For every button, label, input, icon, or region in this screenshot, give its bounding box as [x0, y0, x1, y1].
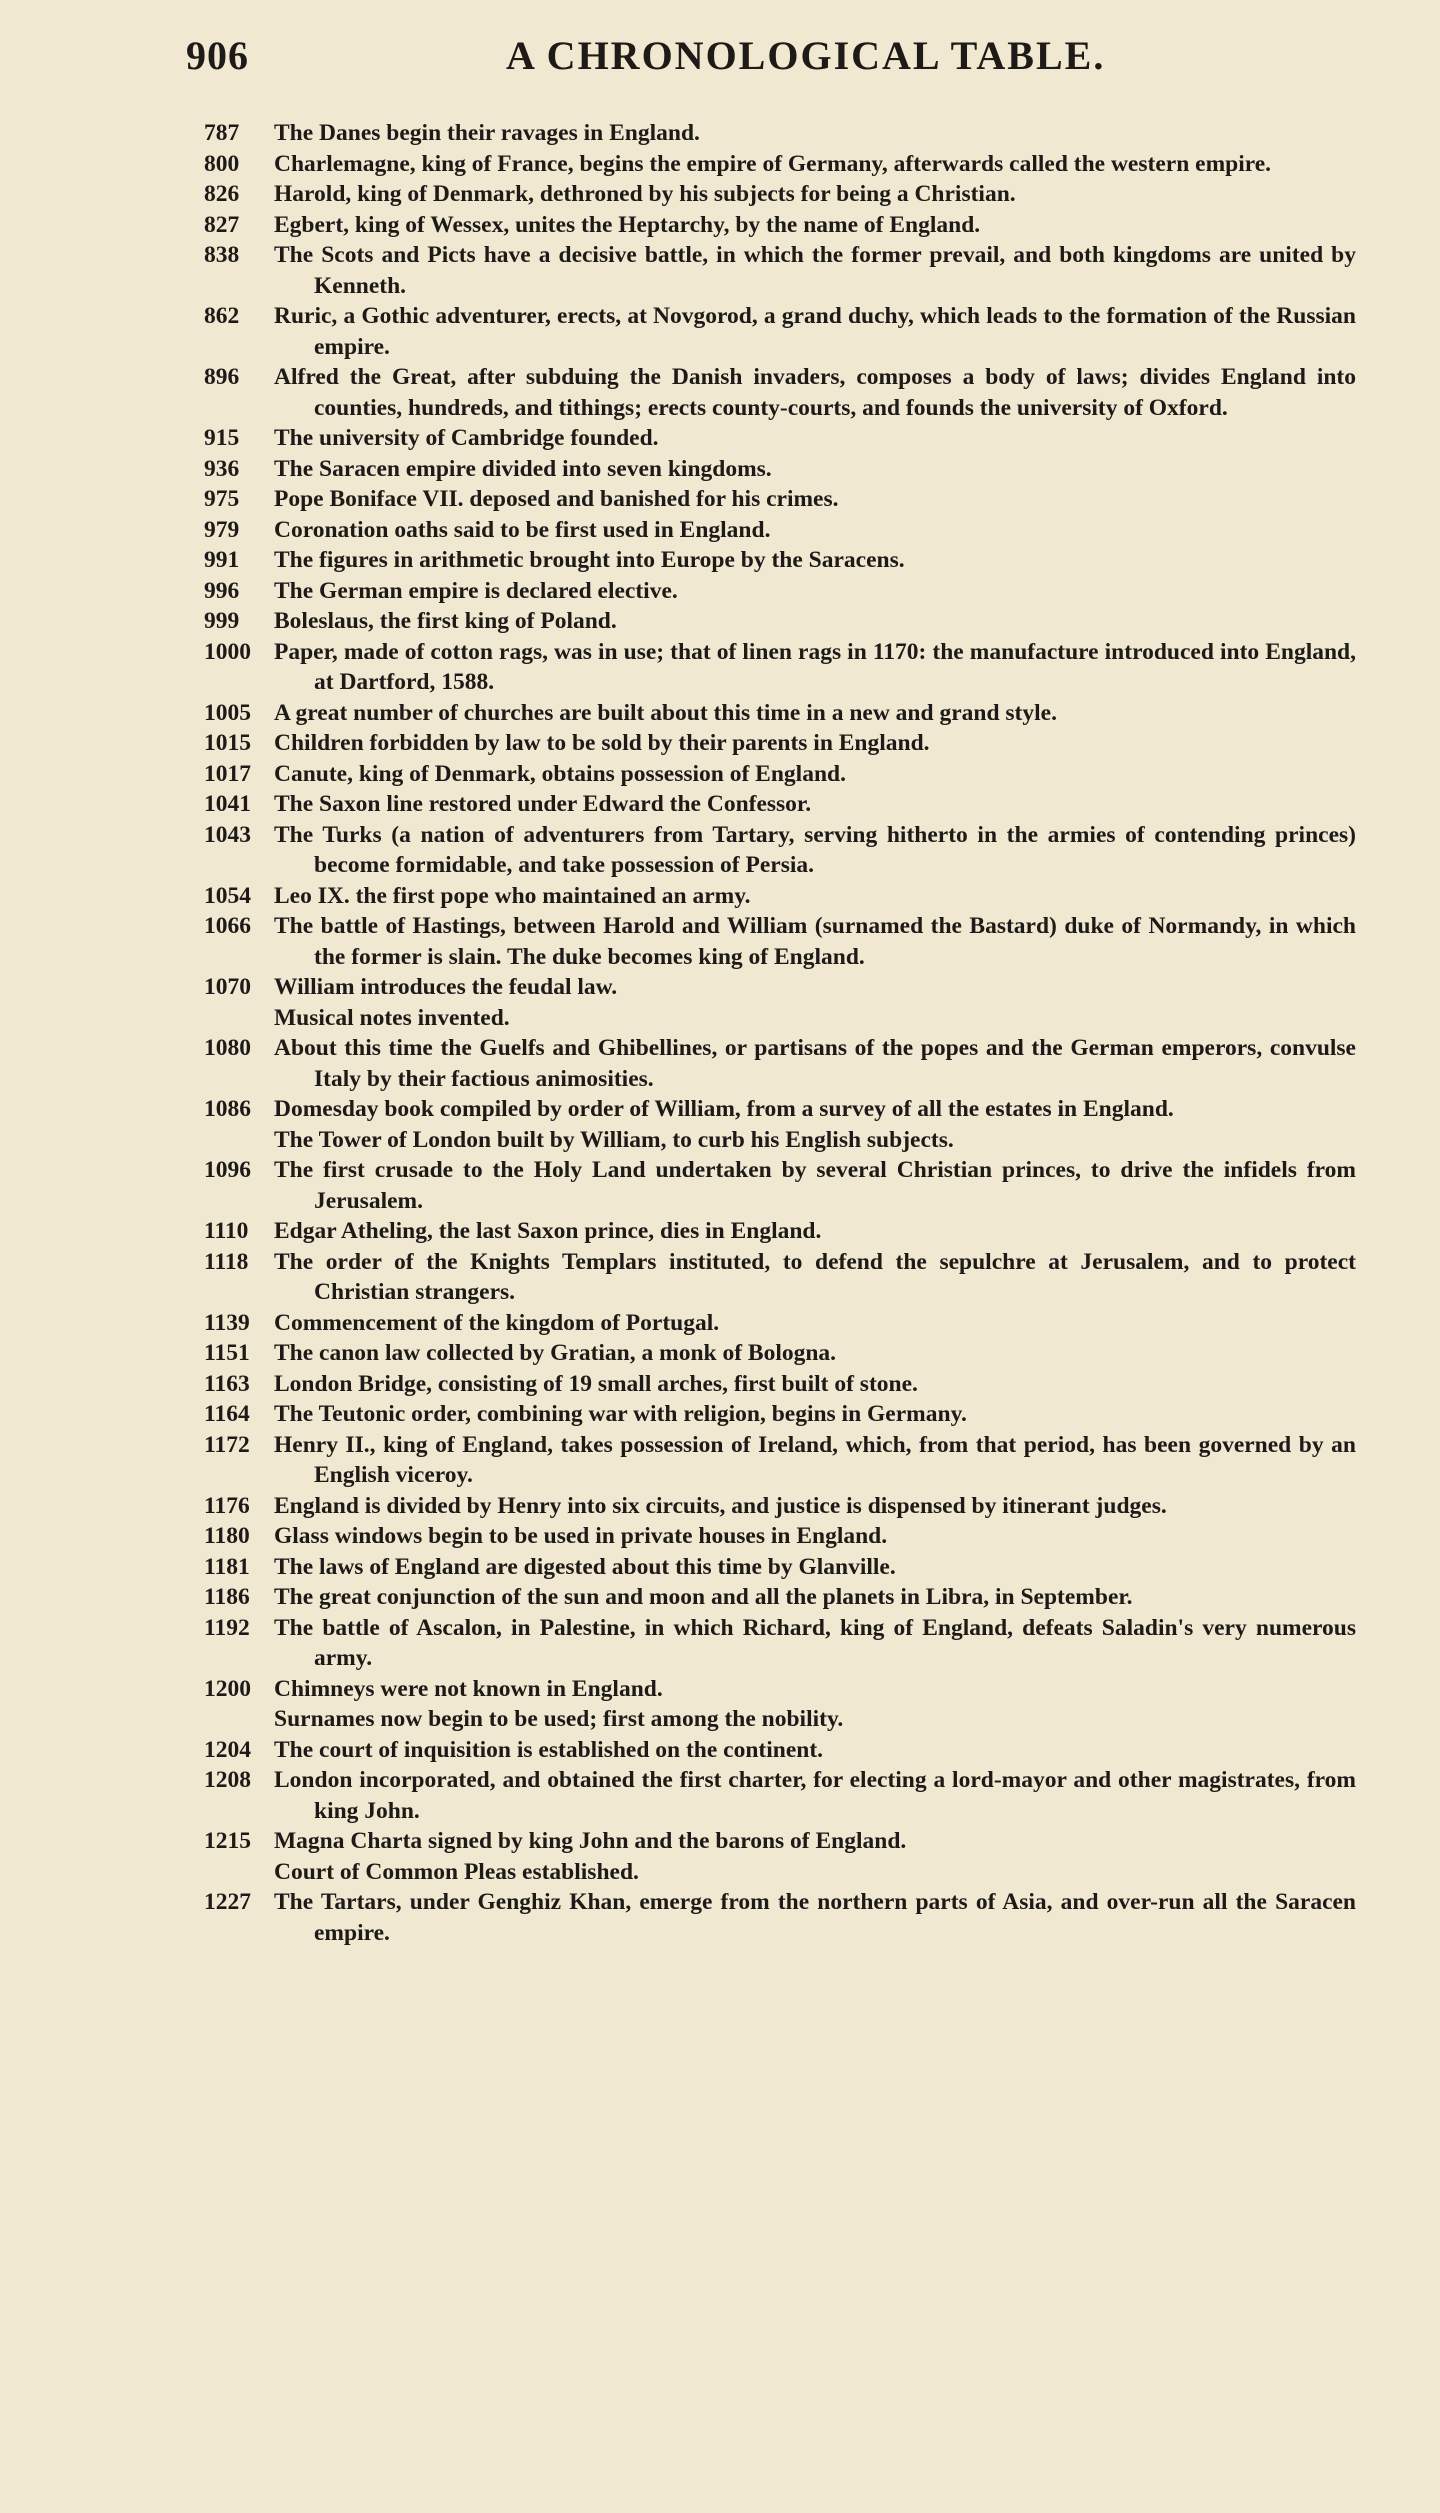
- chronology-entry: [186, 1521, 1356, 1552]
- entry-year: 862: [204, 303, 240, 329]
- entry-text: The laws of England are digested about this time by Glanville.: [274, 1553, 896, 1580]
- chronology-entry: [186, 1399, 1356, 1430]
- entry-year: 1005: [204, 699, 251, 726]
- entry-year: 1118: [204, 1248, 249, 1275]
- entry-year: 1086: [204, 1096, 251, 1122]
- entry-text: The Saracen empire divided into seven kingdoms.: [274, 455, 772, 482]
- entry-text: Alfred the Great, after subduing the Danish invaders, composes a body of laws; divides England into counties, hundreds, and tithings; erects county-courts, and founds the university of Oxford.: [274, 364, 1356, 421]
- entry-text: Edgar Atheling, the last Saxon prince, dies in England.: [274, 1218, 822, 1244]
- entry-year: 1176: [204, 1492, 250, 1519]
- entry-text: Henry II., king of England, takes possession of Ireland, which, from that period, has been governed by an English viceroy.: [274, 1431, 1356, 1488]
- entry-year: 800: [204, 150, 240, 177]
- chronology-entry: [186, 1003, 1356, 1034]
- chronology-entry: [186, 118, 1356, 149]
- entry-text: England is divided by Henry into six circuits, and justice is dispensed by itinerant judges.: [274, 1492, 1167, 1519]
- chronology-entry: [186, 698, 1356, 729]
- chronology-entry: [186, 789, 1356, 820]
- chronology-entry: [186, 1826, 1356, 1857]
- entry-text: Domesday book compiled by order of William, from a survey of all the estates in England.: [274, 1096, 1174, 1122]
- entry-text: Magna Charta signed by king John and the barons of England.: [274, 1828, 907, 1854]
- chronology-entry: [186, 179, 1356, 210]
- entry-year: 1172: [204, 1431, 250, 1458]
- entry-text: The first crusade to the Holy Land undertaken by several Christian princes, to drive the infidels from Jerusalem.: [274, 1157, 1356, 1214]
- chronology-entry: [186, 1338, 1356, 1369]
- entry-year: 999: [204, 608, 240, 634]
- entry-text: The canon law collected by Gratian, a monk of Bologna.: [274, 1340, 837, 1366]
- page-header: [186, 32, 1166, 88]
- entry-text: The figures in arithmetic brought into Europe by the Saracens.: [274, 547, 905, 573]
- chronology-entry: [186, 576, 1356, 607]
- chronology-entry: [186, 1094, 1356, 1125]
- running-title: A CHRONOLOGICAL TABLE.: [506, 33, 1106, 78]
- chronology-entry: [186, 972, 1356, 1003]
- entry-text: Coronation oaths said to be first used in England.: [274, 516, 771, 543]
- chronology-entry: [186, 210, 1356, 241]
- entry-year: 826: [204, 181, 240, 207]
- entry-year: 1070: [204, 974, 251, 1000]
- entry-text: Surnames now begin to be used; first among the nobility.: [274, 1706, 844, 1732]
- chronology-entry: [186, 1552, 1356, 1583]
- entry-year: 896: [204, 364, 240, 390]
- entry-text: Boleslaus, the first king of Poland.: [274, 608, 617, 634]
- entry-text: The Saxon line restored under Edward the Confessor.: [274, 791, 812, 817]
- entry-year: 1017: [204, 760, 251, 787]
- chronology-entry: [186, 1247, 1356, 1308]
- chronology-list: [186, 118, 1356, 1948]
- chronology-entry: [186, 1735, 1356, 1766]
- entry-text: Paper, made of cotton rags, was in use; that of linen rags in 1170: the manufacture introduced into England, at Dartford, 1588.: [274, 638, 1356, 695]
- entry-text: The order of the Knights Templars instituted, to defend the sepulchre at Jerusalem, and to protect Christian strangers.: [274, 1248, 1356, 1305]
- chronology-entry: [186, 728, 1356, 759]
- chronology-entry: [186, 1582, 1356, 1613]
- entry-text: The Turks (a nation of adventurers from Tartary, serving hitherto in the armies of contending princes) become formidable, and take possession of Persia.: [274, 821, 1356, 878]
- entry-year: 1200: [204, 1675, 251, 1702]
- chronology-entry: [186, 149, 1356, 180]
- chronology-entry: [186, 881, 1356, 912]
- entry-text: Leo IX. the first pope who maintained an army.: [274, 882, 751, 909]
- entry-year: 838: [204, 242, 240, 268]
- chronology-entry: [186, 911, 1356, 972]
- chronology-entry: [186, 1155, 1356, 1216]
- chronology-entry: [186, 1216, 1356, 1247]
- entry-year: 1163: [204, 1370, 250, 1397]
- entry-year: 1164: [204, 1401, 250, 1427]
- entry-year: 1015: [204, 730, 251, 756]
- chronology-entry: [186, 484, 1356, 515]
- chronology-entry: [186, 545, 1356, 576]
- entry-text: The German empire is declared elective.: [274, 577, 678, 604]
- entry-year: 1186: [204, 1584, 250, 1610]
- chronology-entry: [186, 1887, 1356, 1948]
- chronology-entry: [186, 1704, 1356, 1735]
- entry-text: Pope Boniface VII. deposed and banished for his crimes.: [274, 486, 839, 512]
- entry-text: Glass windows begin to be used in private houses in England.: [274, 1523, 888, 1549]
- entry-text: London Bridge, consisting of 19 small arches, first built of stone.: [274, 1370, 918, 1397]
- entry-text: The Teutonic order, combining war with religion, begins in Germany.: [274, 1401, 967, 1427]
- chronology-entry: [186, 454, 1356, 485]
- entry-text: London incorporated, and obtained the first charter, for electing a lord-mayor and other magistrates, from king John.: [274, 1767, 1356, 1824]
- entry-text: Ruric, a Gothic adventurer, erects, at Novgorod, a grand duchy, which leads to the formation of the Russian empire.: [274, 303, 1356, 360]
- entry-year: 915: [204, 425, 240, 451]
- chronology-entry: [186, 820, 1356, 881]
- chronology-entry: [186, 759, 1356, 790]
- entry-year: 996: [204, 577, 240, 604]
- chronology-entry: [186, 1125, 1356, 1156]
- entry-year: 787: [204, 120, 240, 146]
- entry-text: The Danes begin their ravages in England.: [274, 120, 700, 146]
- entry-year: 1204: [204, 1736, 251, 1763]
- entry-year: 1110: [204, 1218, 249, 1244]
- entry-text: The battle of Ascalon, in Palestine, in which Richard, king of England, defeats Saladin's very numerous army.: [274, 1614, 1356, 1671]
- chronology-entry: [186, 1765, 1356, 1826]
- entry-text: Children forbidden by law to be sold by their parents in England.: [274, 730, 930, 756]
- chronology-entry: [186, 240, 1356, 301]
- entry-year: 1215: [204, 1828, 251, 1854]
- entry-text: The Tower of London built by William, to curb his English subjects.: [274, 1126, 954, 1153]
- entry-text: William introduces the feudal law.: [274, 974, 618, 1000]
- entry-year: 1227: [204, 1889, 251, 1915]
- chronology-entry: [186, 1857, 1356, 1888]
- entry-year: 991: [204, 547, 240, 573]
- entry-text: The battle of Hastings, between Harold and William (surnamed the Bastard) duke of Normandy, in which the former is slain. The duke becomes king of England.: [274, 913, 1356, 970]
- entry-year: 1041: [204, 791, 251, 817]
- entry-text: Charlemagne, king of France, begins the empire of Germany, afterwards called the western empire.: [274, 150, 1272, 177]
- entry-year: 1192: [204, 1614, 250, 1641]
- chronology-entry: [186, 637, 1356, 698]
- entry-text: Court of Common Pleas established.: [274, 1858, 639, 1885]
- page-number: 906: [186, 33, 249, 78]
- entry-year: 1096: [204, 1157, 251, 1183]
- entry-year: 827: [204, 211, 240, 238]
- chronology-entry: [186, 1369, 1356, 1400]
- entry-year: 1054: [204, 882, 251, 909]
- entry-text: Chimneys were not known in England.: [274, 1675, 663, 1702]
- entry-year: 1181: [204, 1553, 250, 1580]
- entry-text: The court of inquisition is established on the continent.: [274, 1736, 824, 1763]
- entry-year: 1066: [204, 913, 251, 939]
- entry-year: 1208: [204, 1767, 251, 1793]
- entry-year: 1000: [204, 638, 251, 665]
- chronology-entry: [186, 1033, 1356, 1094]
- entry-text: Egbert, king of Wessex, unites the Heptarchy, by the name of England.: [274, 211, 981, 238]
- chronology-entry: [186, 606, 1356, 637]
- entry-text: A great number of churches are built about this time in a new and grand style.: [274, 699, 1057, 726]
- entry-text: Commencement of the kingdom of Portugal.: [274, 1309, 720, 1336]
- entry-text: The great conjunction of the sun and moon and all the planets in Libra, in September.: [274, 1584, 1133, 1610]
- chronology-entry: [186, 1308, 1356, 1339]
- entry-text: The university of Cambridge founded.: [274, 425, 659, 451]
- chronology-entry: [186, 1613, 1356, 1674]
- entry-text: The Tartars, under Genghiz Khan, emerge from the northern parts of Asia, and over-run all the Saracen empire.: [274, 1889, 1356, 1946]
- entry-text: Musical notes invented.: [274, 1004, 510, 1031]
- entry-text: Canute, king of Denmark, obtains possession of England.: [274, 760, 846, 787]
- chronology-entry: [186, 1674, 1356, 1705]
- entry-year: 1139: [204, 1309, 250, 1336]
- entry-text: Harold, king of Denmark, dethroned by his subjects for being a Christian.: [274, 181, 1016, 207]
- chronology-entry: [186, 1491, 1356, 1522]
- chronology-entry: [186, 362, 1356, 423]
- entry-year: 1043: [204, 821, 251, 848]
- chronology-entry: [186, 1430, 1356, 1491]
- entry-text: About this time the Guelfs and Ghibellines, or partisans of the popes and the German emperors, convulse Italy by their factious animosities.: [274, 1035, 1356, 1092]
- entry-year: 936: [204, 455, 240, 482]
- entry-year: 1080: [204, 1035, 251, 1061]
- entry-text: The Scots and Picts have a decisive battle, in which the former prevail, and both kingdoms are united by Kenneth.: [274, 242, 1356, 299]
- entry-year: 975: [204, 486, 240, 512]
- chronology-entry: [186, 515, 1356, 546]
- chronology-entry: [186, 423, 1356, 454]
- chronology-entry: [186, 301, 1356, 362]
- entry-year: 1180: [204, 1523, 250, 1549]
- entry-year: 1151: [204, 1340, 250, 1366]
- entry-year: 979: [204, 516, 240, 543]
